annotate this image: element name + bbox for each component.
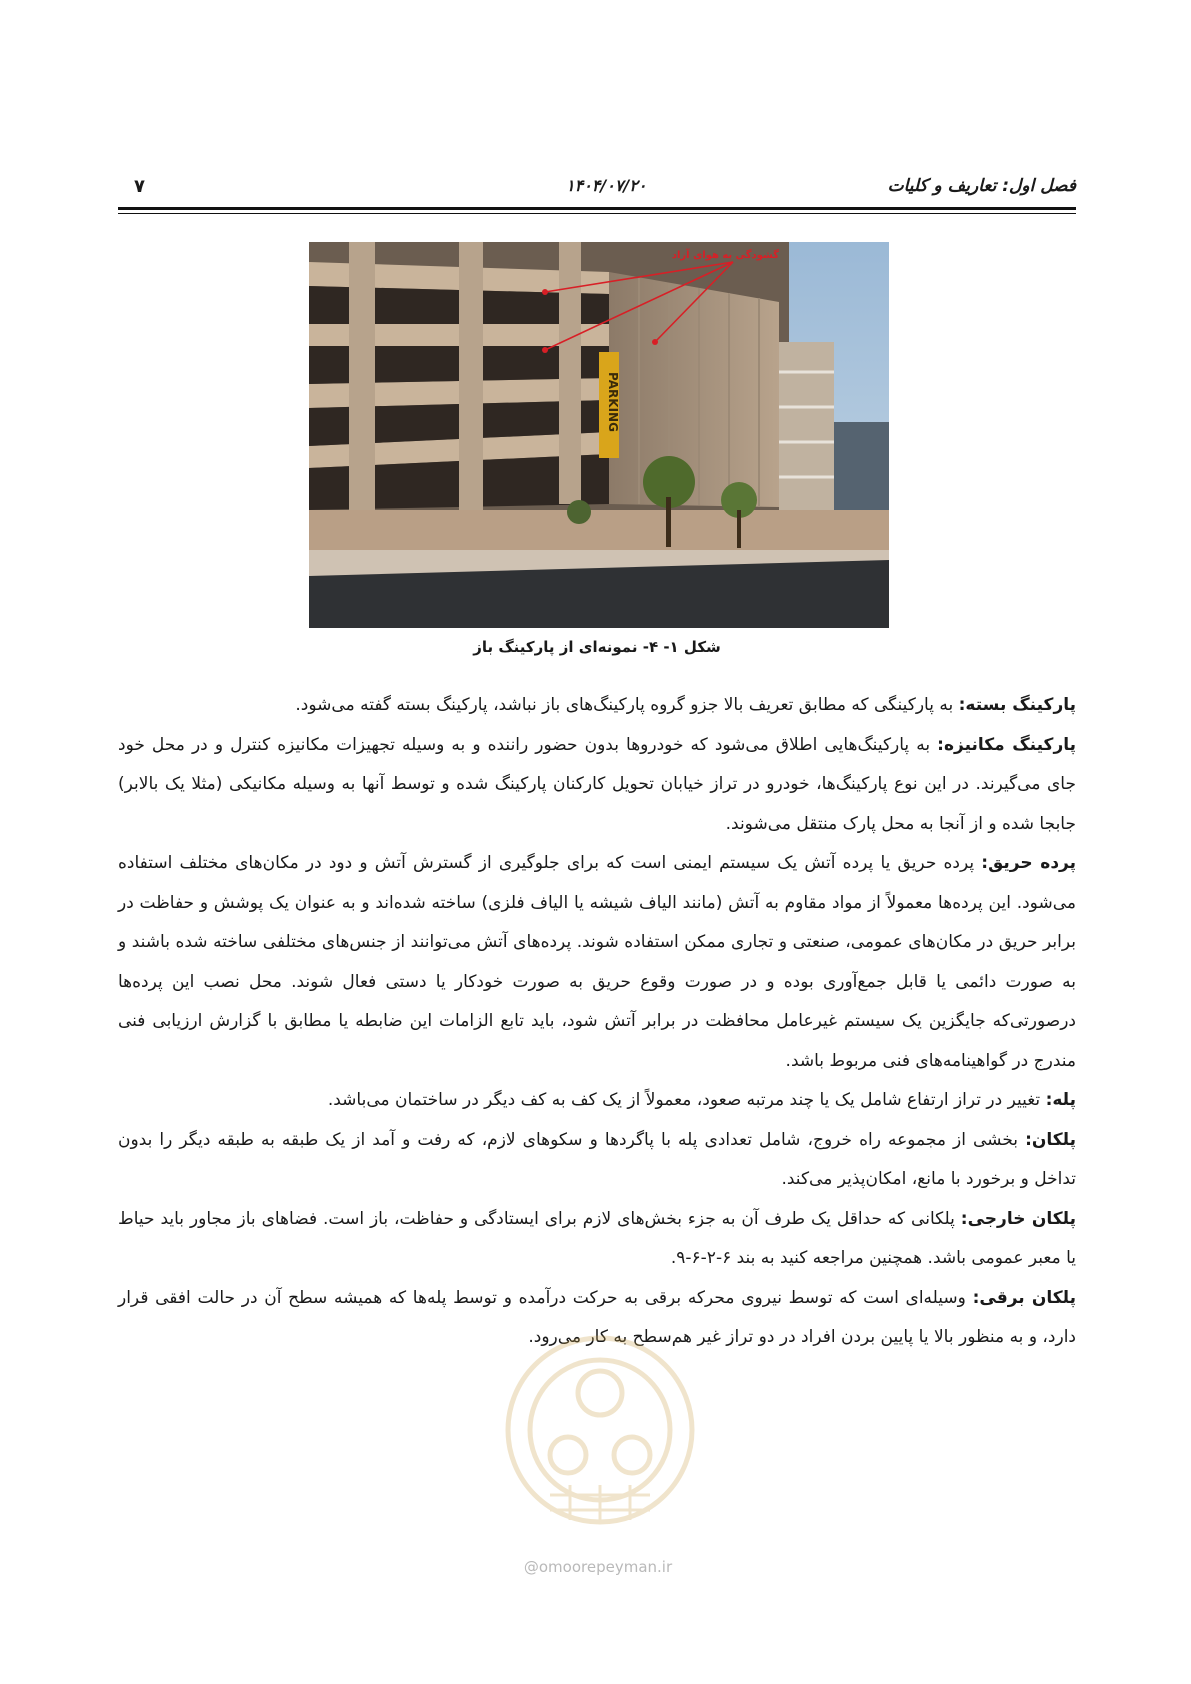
page-number: ۷ [134, 176, 145, 197]
parking-sign-text: PARKING [606, 372, 620, 432]
definition-paragraph [118, 1081, 1076, 1121]
definition-text: به پارکینگ‌هایی اطلاق می‌شود که خودروها بدون حضور راننده و به وسیله تجهیزات مکانیزه کنترل و در محل خود جای می‌گیرند. در این نوع پارکینگ‌ها، خودرو در تراز خیابان تحویل کارکنان پارکینگ شده و توسط آنها به وسیله مکانیکی (مثلا یک بالابر) جابجا شده و از آنجا به محل پارک منتقل می‌شوند. [118, 734, 1076, 834]
header-date: ۱۴۰۴/۰۷/۲۰ [566, 176, 647, 195]
definition-text: وسیله‌ای است که توسط نیروی محرکه برقی به حرکت درآمده و توسط پله‌ها که همیشه سطح آن در حالت افقی قرار دارد، و به منظور بالا یا پایین بردن افراد در دو تراز غیر هم‌سطح به کار می‌رود. [118, 1287, 1076, 1347]
figure-caption: شکل ۱- ۴- نمونه‌ای از پارکینگ باز [473, 638, 721, 656]
definition-term: پارکینگ مکانیزه: [937, 734, 1076, 755]
definition-term: پلکان برقی: [972, 1287, 1077, 1308]
definition-term: پلکان: [1025, 1129, 1076, 1150]
definition-text: تغییر در تراز ارتفاع شامل یک یا چند مرتبه صعود، معمولاً از یک کف به کف دیگر در ساختمان می‌باشد. [327, 1090, 1046, 1110]
figure-annotation: گشودگی به هوای آزاد [671, 250, 779, 261]
definition-text: به پارکینگی که مطابق تعریف بالا جزو گروه پارکینگ‌های باز نباشد، پارکینگ بسته گفته می‌شود. [295, 695, 959, 715]
parking-photo [309, 242, 889, 628]
definition-text: بخشی از مجموعه راه خروج، شامل تعدادی پله با پاگردها و سکوهای لازم، که رفت و آمد از یک طبقه به طبقه دیگر را بدون تداخل و برخورد با مانع، امکان‌پذیر می‌کند. [118, 1129, 1076, 1189]
watermark-url: @omoorepeyman.ir [523, 1558, 673, 1576]
definition-paragraph [118, 1121, 1076, 1200]
definition-term: پرده حریق: [981, 853, 1077, 873]
definition-paragraph [118, 1279, 1076, 1358]
definition-term: پلکان خارجی: [960, 1208, 1077, 1229]
definition-term: پارکینگ بسته: [958, 695, 1076, 715]
chapter-title: فصل اول: تعاریف و کلیات [887, 176, 1076, 196]
running-header [118, 176, 1076, 204]
definition-paragraph [118, 726, 1076, 845]
definition-text: پلکانی که حداقل یک طرف آن به جزء بخش‌های لازم برای ایستادگی و حفاظت، باز است. فضاهای باز مجاور باید حیاط یا معبر عمومی باشد. همچنین مراجعه کنید به بند ۶-۲-۶-۹. [118, 1208, 1076, 1268]
header-rule-thick [118, 207, 1076, 210]
definition-paragraph [118, 1200, 1076, 1279]
definition-text: پرده حریق یا پرده آتش یک سیستم ایمنی است که برای جلوگیری از گسترش آتش و دود در مکان‌های مختلف استفاده می‌شود. این پرده‌ها معمولاً از مواد مقاوم به آتش (مانند الیاف شیشه یا الیاف فلزی) ساخته شده‌اند و به عنوان یک پوشش و حفاظت در برابر حریق در مکان‌های عمومی، صنعتی و تجاری ممکن استفاده شوند. پرده‌های آتش می‌توانند از جنس‌های مختلفی ساخته شده باشند و به صورت دائمی یا قابل جمع‌آوری بوده و در صورت وقوع حریق به صورت خودکار یا دستی فعال شوند. محل نصب این پرده‌ها درصورتی‌که جایگزین یک سیستم غیرعامل محافظت در برابر آتش شود، باید تابع الزامات این ضابطه یا مطابق با گزارش ارزیابی فنی مندرج در گواهینامه‌های فنی مربوط باشد. [118, 853, 1076, 1071]
definition-paragraph [118, 844, 1076, 1081]
definition-paragraph [118, 686, 1076, 726]
definitions-text [118, 686, 1076, 1358]
definition-term: پله: [1045, 1090, 1076, 1110]
header-rule-thin [118, 213, 1076, 214]
